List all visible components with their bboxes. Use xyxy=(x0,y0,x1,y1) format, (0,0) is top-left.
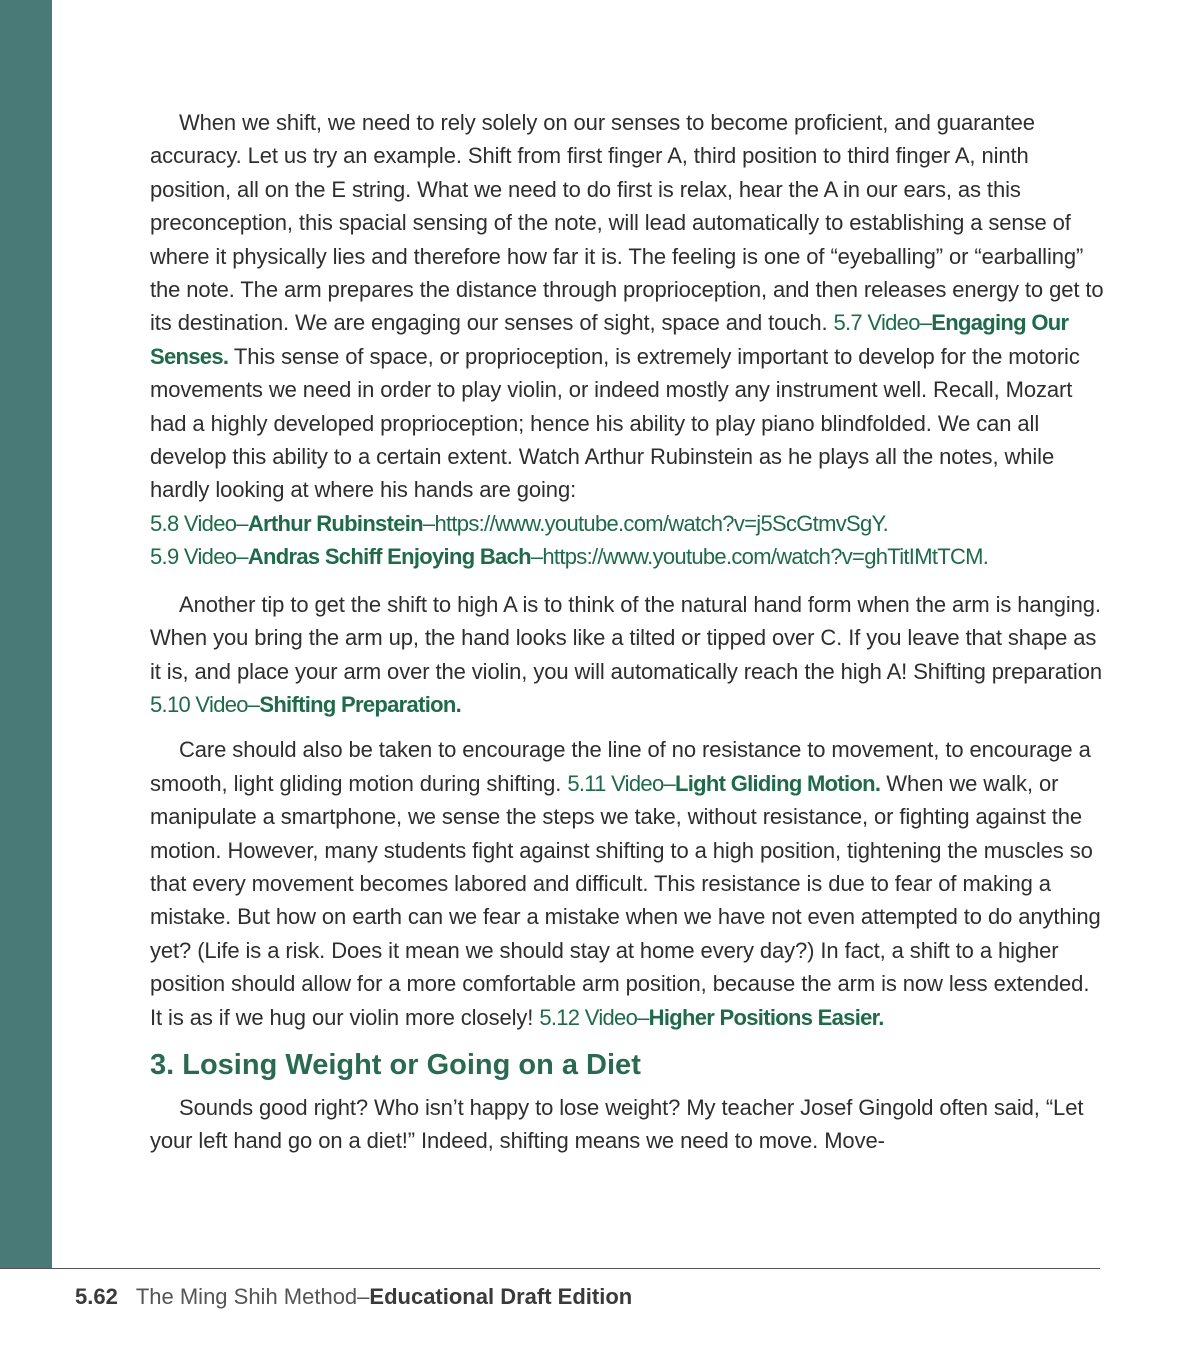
page-body xyxy=(150,106,1105,1158)
paragraph-shifting-senses xyxy=(150,106,1105,507)
side-color-bar xyxy=(0,0,52,1269)
paragraph-text: Sounds good right? Who isn’t happy to lose weight? My teacher Josef Gingold often said, “Let your left hand go on a diet!” Indeed, shifting means we need to move. Move- xyxy=(150,1094,1084,1154)
page-number: 5.62 xyxy=(75,1284,118,1309)
paragraph-text: Another tip to get the shift to high A is to think of the natural hand form when the arm is hanging. When you bring the arm up, the hand looks like a tilted or tipped over C. If you leave that shape as it is, and place your arm over the violin, you will automatically reach the high A! Shifting preparation xyxy=(150,591,1102,684)
video-link-arthur-rubinstein[interactable]: 5.8 Video–Arthur Rubinstein–https://www.youtube.com/watch?v=j5ScGtmvSgY. xyxy=(150,510,889,536)
book-title: The Ming Shih Method– xyxy=(135,1284,370,1309)
video-link-higher-positions[interactable]: 5.12 Video–Higher Positions Easier. xyxy=(539,1004,884,1030)
video-link-light-gliding[interactable]: 5.11 Video–Light Gliding Motion. xyxy=(567,770,881,796)
edition-label: Educational Draft Edition xyxy=(369,1284,633,1309)
paragraph-text: Care should also be taken to encourage the line of no resistance to movement, to encourage a smooth, light gliding motion during shifting. xyxy=(150,737,1091,796)
section-heading: 3. Losing Weight or Going on a Diet xyxy=(150,1048,641,1081)
paragraph-text: When we shift, we need to rely solely on our senses to become proficient, and guarantee accuracy. Let us try an example. Shift from first finger A, third position to third finger A, ninth position, all on the E string. What we need to do first is relax, hear the A in our ears, as this preconception, this spacial sensing of the note, will lead automatically to establishing a sense of where it physically lies and therefore how far it is. The feeling is one of “eyeballing” or “earballing” the note. The arm prepares the distance through proprioception, and then releases energy to get to its destination. We are engaging our senses of sight, space and touch. xyxy=(150,110,1104,336)
paragraph-text: This sense of space, or proprioception, is extremely important to develop for the motoric movements we need in order to play violin, or indeed mostly any instrument well. Recall, Mozart had a highly developed proprioception; hence his ability to play piano blindfolded. We can all develop this ability to a certain extent. Watch Arthur Rubinstein as he plays all the notes, while hardly looking at where his hands are going: xyxy=(150,343,1080,503)
footer-divider xyxy=(0,1268,1100,1269)
video-link-andras-schiff[interactable]: 5.9 Video–Andras Schiff Enjoying Bach–https://www.youtube.com/watch?v=ghTitIMtTCM. xyxy=(150,544,989,570)
video-link-engaging-senses[interactable]: 5.7 Video–Engaging Our Senses. xyxy=(150,310,1069,369)
paragraph-no-resistance xyxy=(150,733,1105,1034)
video-link-shifting-preparation[interactable]: 5.10 Video–Shifting Preparation. xyxy=(150,691,461,717)
paragraph-text: When we walk, or manipulate a smartphone, we sense the steps we take, without resistance, or fighting against the motion. However, many students fight against shifting to a high position, tightening the muscles so that every movement becomes labored and difficult. This resistance is due to fear of making a mistake. But how on earth can we fear a mistake when we have not even attempted to do anything yet? (Life is a risk. Does it mean we should stay at home every day?) In fact, a shift to a higher position should allow for a more comfortable arm position, because the arm is now less extended. It is as if we hug our violin more closely! xyxy=(150,770,1101,1030)
paragraph-high-a-tip xyxy=(150,588,1105,722)
paragraph-diet xyxy=(150,1091,1105,1158)
page-footer xyxy=(75,1282,632,1312)
